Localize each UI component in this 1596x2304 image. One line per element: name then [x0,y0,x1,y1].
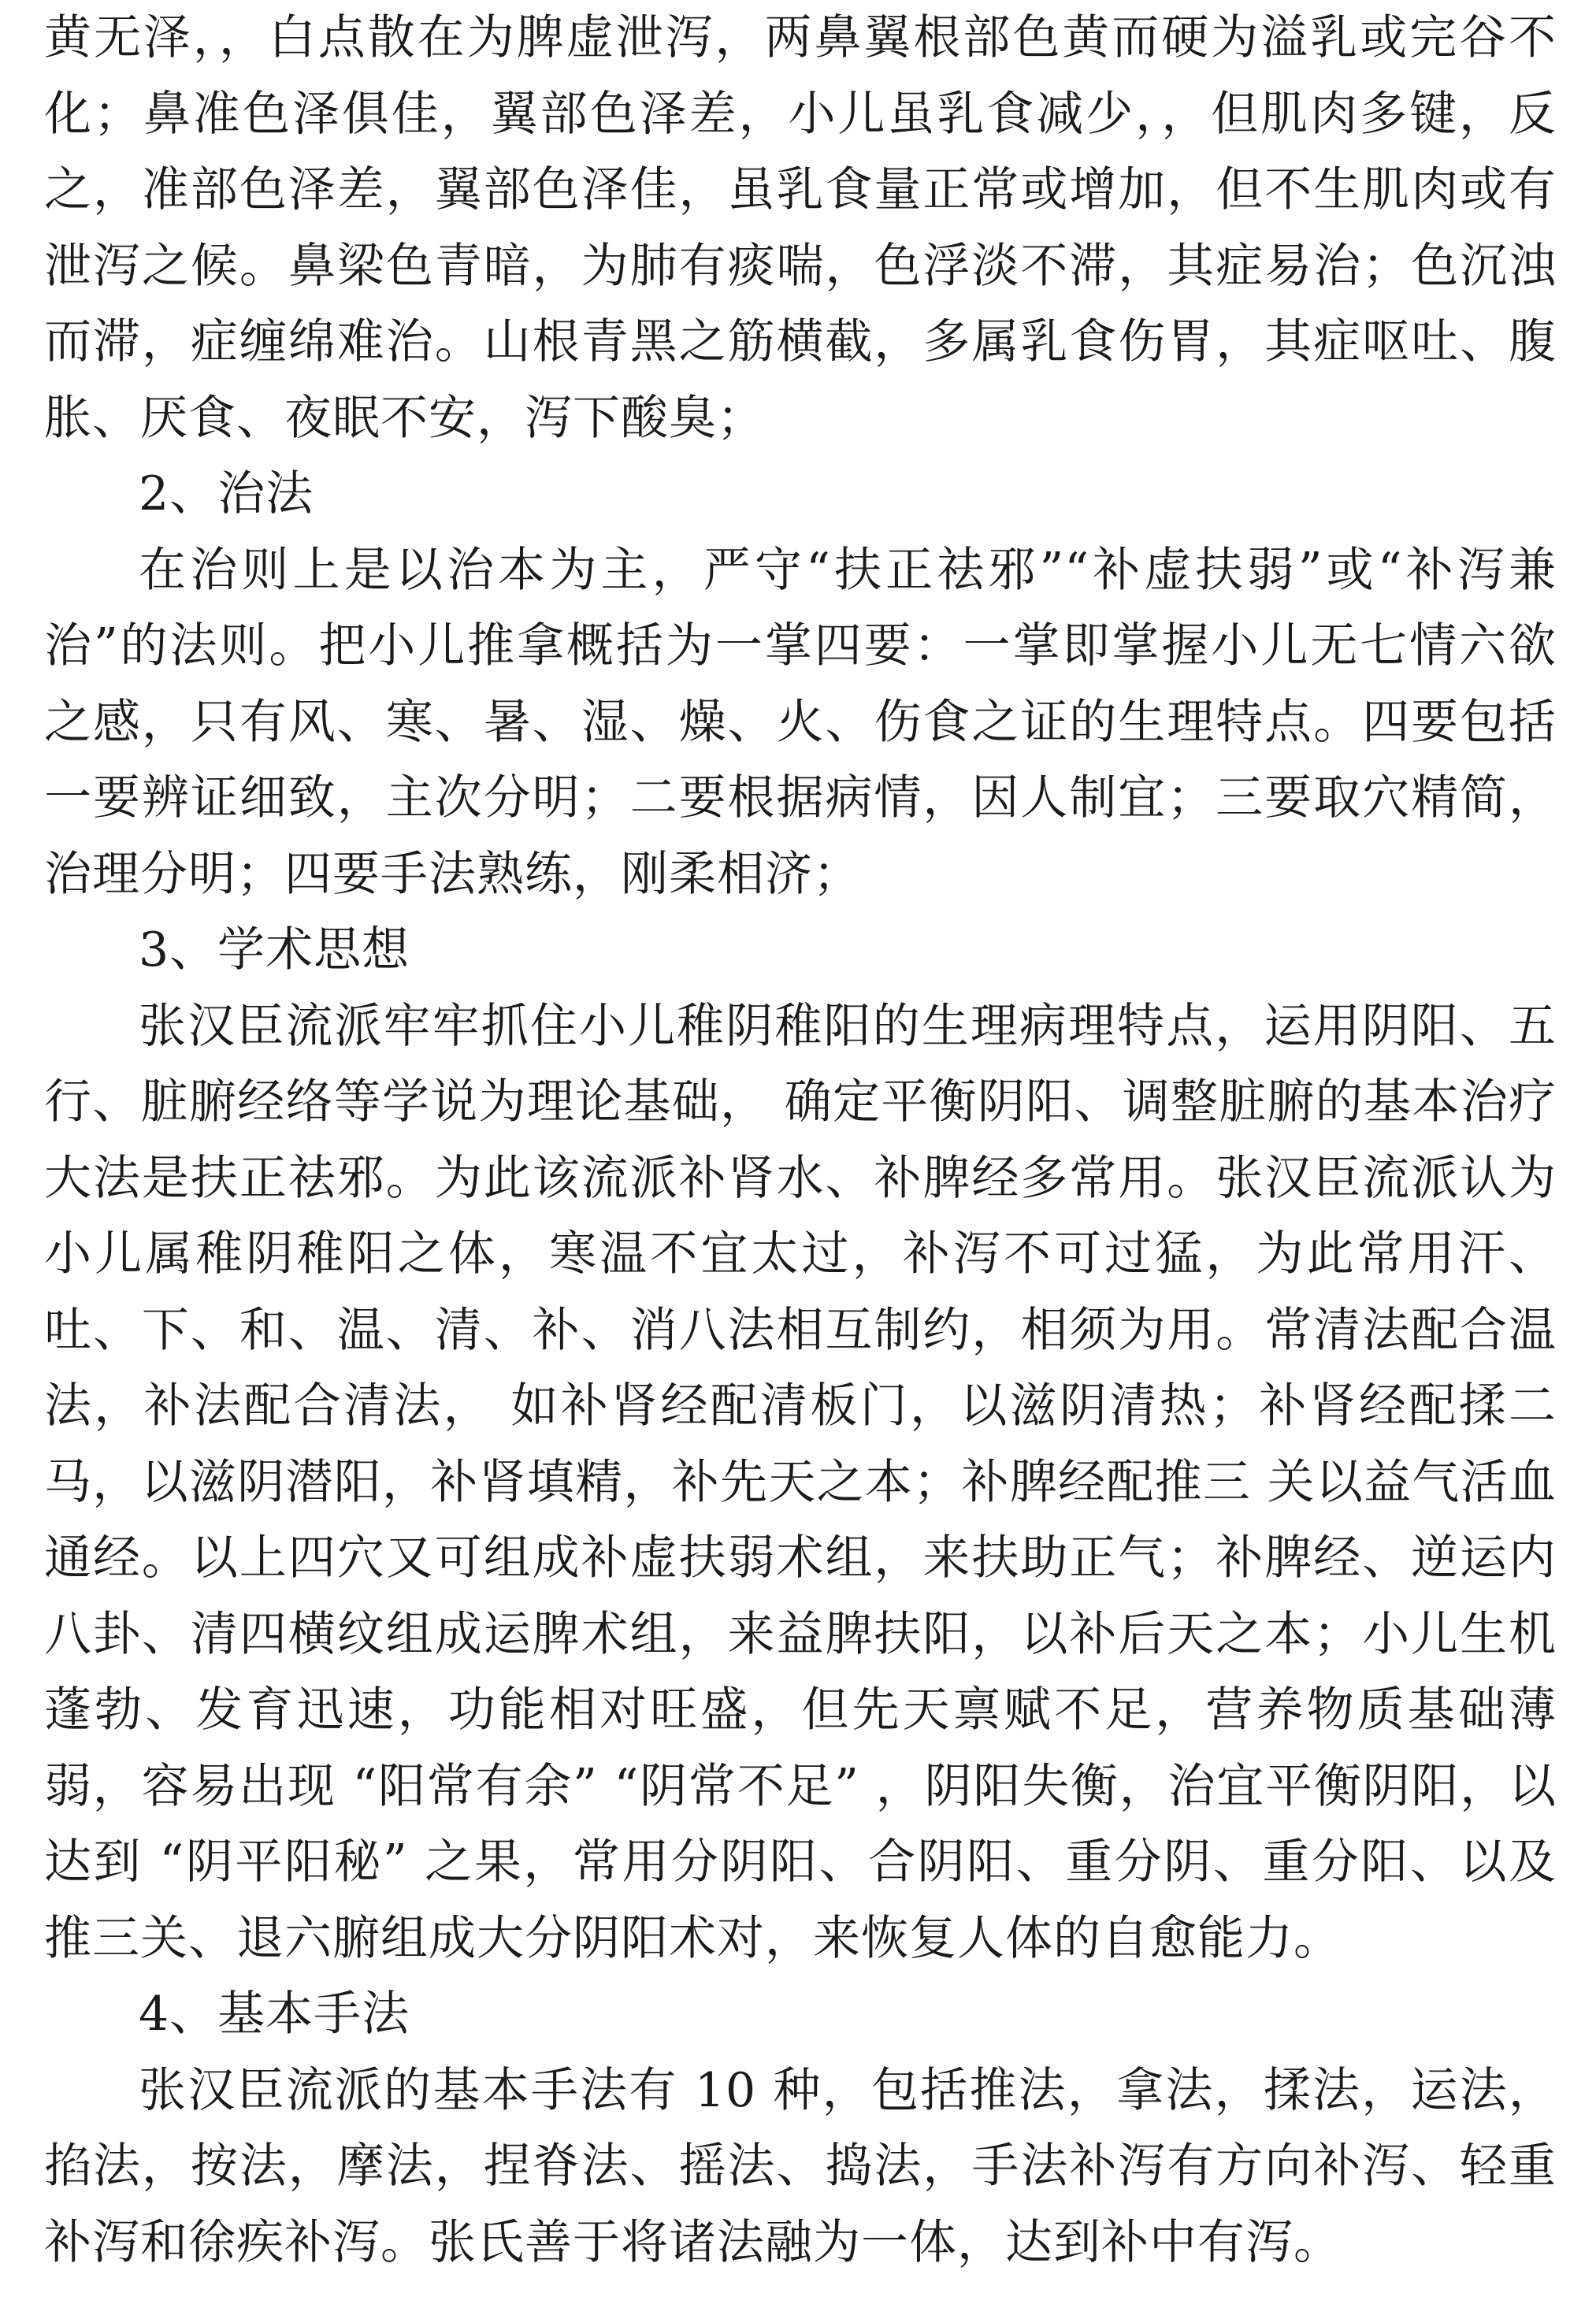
section-body-academic-thought: 张汉臣流派牢牢抓住小儿稚阴稚阳的生理病理特点，运用阴阳、五行、脏腑经络等学说为理论基础， 确定平衡阴阳、调整脏腑的基本治疗大法是扶正祛邪。为此该流派补肾水、补脾经多常用。张汉臣流派认为小儿属稚阴稚阳之体，寒温不宜太过，补泻不可过猛，为此常用汗、吐、下、和、温、清、补、消八法相互制约，相须为用。常清法配合温法，补法配合清法， 如补肾经配清板门，以滋阴清热；补肾经配揉二马，以滋阴潜阳，补肾填精，补先天之本；补脾经配推三 关以益气活血通经。以上四穴又可组成补虚扶弱术组，来扶助正气；补脾经、逆运内八卦、清四横纹组成运脾术组，来益脾扶阳，以补后天之本；小儿生机蓬勃、发育迅速，功能相对旺盛，但先天禀赋不足，营养物质基础薄弱，容易出现 “阳常有余” “阴常不足” ，阴阳失衡，治宜平衡阴阳，以达到 “阴平阳秘” 之果，常用分阴阳、合阴阳、重分阴、重分阳、以及推三关、退六腑组成大分阴阳术对，来恢复人体的自愈能力。 [44,998,1557,1966]
section-body-basic-techniques: 张汉臣流派的基本手法有 10 种，包括推法，拿法，揉法，运法，掐法，按法，摩法，捏脊法、摇法、捣法，手法补泻有方向补泻、轻重补泻和徐疾补泻。张氏善于将诸法融为一体，达到补中有泻。 [44,2062,1557,2270]
document-page [44,0,1557,2304]
section-heading-treatment: 2、治法 [139,466,314,521]
section-heading-basic-techniques: 4、基本手法 [139,1987,410,2042]
opening-paragraph: 黄无泽，，白点散在为脾虚泄泻，两鼻翼根部色黄而硬为溢乳或完谷不化；鼻准色泽俱佳，翼部色泽差，小儿虽乳食减少，，但肌肉多键，反之，准部色泽差，翼部色泽佳，虽乳食量正常或增加，但不生肌肉或有泄泻之候。鼻梁色青暗，为肺有痰喘，色浮淡不滞，其症易治；色沉浊而滞，症缠绵难治。山根青黑之筋横截，多属乳食伤胃，其症呕吐、腹胀、厌食、夜眠不安，泻下酸臭； [44,10,1557,446]
section-body-treatment: 在治则上是以治本为主，严守“扶正祛邪”“补虚扶弱”或“补泻兼治”的法则。把小儿推拿概括为一掌四要：一掌即掌握小儿无七情六欲之感，只有风、寒、暑、湿、燥、火、伤食之证的生理特点。四要包括一要辨证细致，主次分明；二要根据病情，因人制宜；三要取穴精简，治理分明；四要手法熟练，刚柔相济； [44,542,1557,902]
section-heading-academic-thought: 3、学术思想 [139,922,410,978]
